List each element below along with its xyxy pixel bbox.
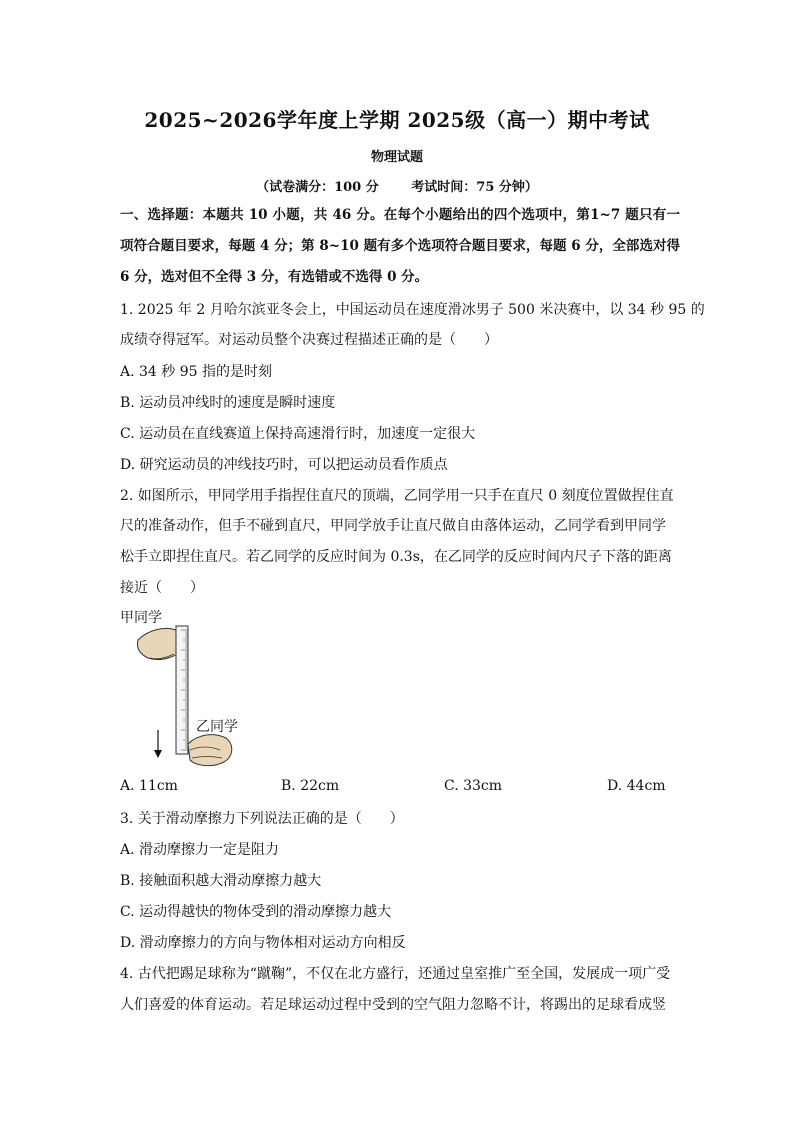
q3-option-a: A. 滑动摩擦力一定是阻力 <box>120 842 280 858</box>
exam-title: 2025~2026学年度上学期 2025级（高一）期中考试 <box>144 108 650 132</box>
q2-option-a: A. 11cm <box>120 778 178 794</box>
q1-option-d: D. 研究运动员的冲线技巧时，可以把运动员看作质点 <box>120 457 448 473</box>
figure-label-student-b: 乙同学 <box>196 719 238 735</box>
q3-stem-line-1: 3. 关于滑动摩擦力下列说法正确的是（ ） <box>120 811 404 827</box>
time-info: 考试时间：75 分钟） <box>411 180 538 195</box>
q3-option-d: D. 滑动摩擦力的方向与物体相对运动方向相反 <box>120 935 406 951</box>
q4-stem-line-2: 人们喜爱的体育运动。若足球运动过程中受到的空气阻力忽略不计，将踢出的足球看成竖 <box>120 997 666 1013</box>
q3-option-c: C. 运动得越快的物体受到的滑动摩擦力越大 <box>120 904 392 920</box>
score-info: （试卷满分：100 分 <box>256 180 379 195</box>
q2-option-d: D. 44cm <box>607 778 666 794</box>
exam-info <box>0 176 794 195</box>
q1-stem-line-2: 成绩夺得冠军。对运动员整个决赛过程描述正确的是（ ） <box>120 332 498 348</box>
q1-option-b: B. 运动员冲线时的速度是瞬时速度 <box>120 395 336 411</box>
figure-label-student-a: 甲同学 <box>120 610 162 626</box>
q2-stem-line-4: 接近（ ） <box>120 580 204 596</box>
q1-option-c: C. 运动员在直线赛道上保持高速滑行时，加速度一定很大 <box>120 426 476 442</box>
exam-subject: 物理试题 <box>370 150 423 165</box>
q1-stem-line-1: 1. 2025 年 2 月哈尔滨亚冬会上，中国运动员在速度滑冰男子 500 米决赛中，以 34 秒 95 的 <box>120 302 705 318</box>
q4-stem-line-1: 4. 古代把踢足球称为“蹴鞠”，不仅在北方盛行，还通过皇室推广至全国，发展成一项广受 <box>120 966 671 982</box>
q2-option-c: C. 33cm <box>444 778 503 794</box>
lower-hand-drawing <box>188 735 232 766</box>
down-arrow-icon <box>154 730 162 758</box>
q2-stem-line-3: 松手立即捏住直尺。若乙同学的反应时间为 0.3s，在乙同学的反应时间内尺子下落的距离 <box>120 549 672 565</box>
section-instructions: 一、选择题：本题共 10 小题，共 46 分。在每个小题给出的四个选项中，第1~7 题只有一项符合题目要求，每题 4 分；第 8~10 题有多个选项符合题目要求，每题 6 分，全部选对得 6 分，选对但不全得 3 分，有选错或不选得 0 分。 <box>120 207 680 285</box>
ruler-figure <box>130 618 240 774</box>
ruler-drawing <box>176 626 188 754</box>
q1-option-a: A. 34 秒 95 指的是时刻 <box>120 364 272 380</box>
q2-stem-line-1: 2. 如图所示，甲同学用手指捏住直尺的顶端，乙同学用一只手在直尺 0 刻度位置做捏住直 <box>120 488 674 504</box>
q3-option-b: B. 接触面积越大滑动摩擦力越大 <box>120 873 322 889</box>
q2-option-b: B. 22cm <box>281 778 340 794</box>
q2-stem-line-2: 尺的准备动作，但手不碰到直尺，甲同学放手让直尺做自由落体运动，乙同学看到甲同学 <box>120 518 666 534</box>
